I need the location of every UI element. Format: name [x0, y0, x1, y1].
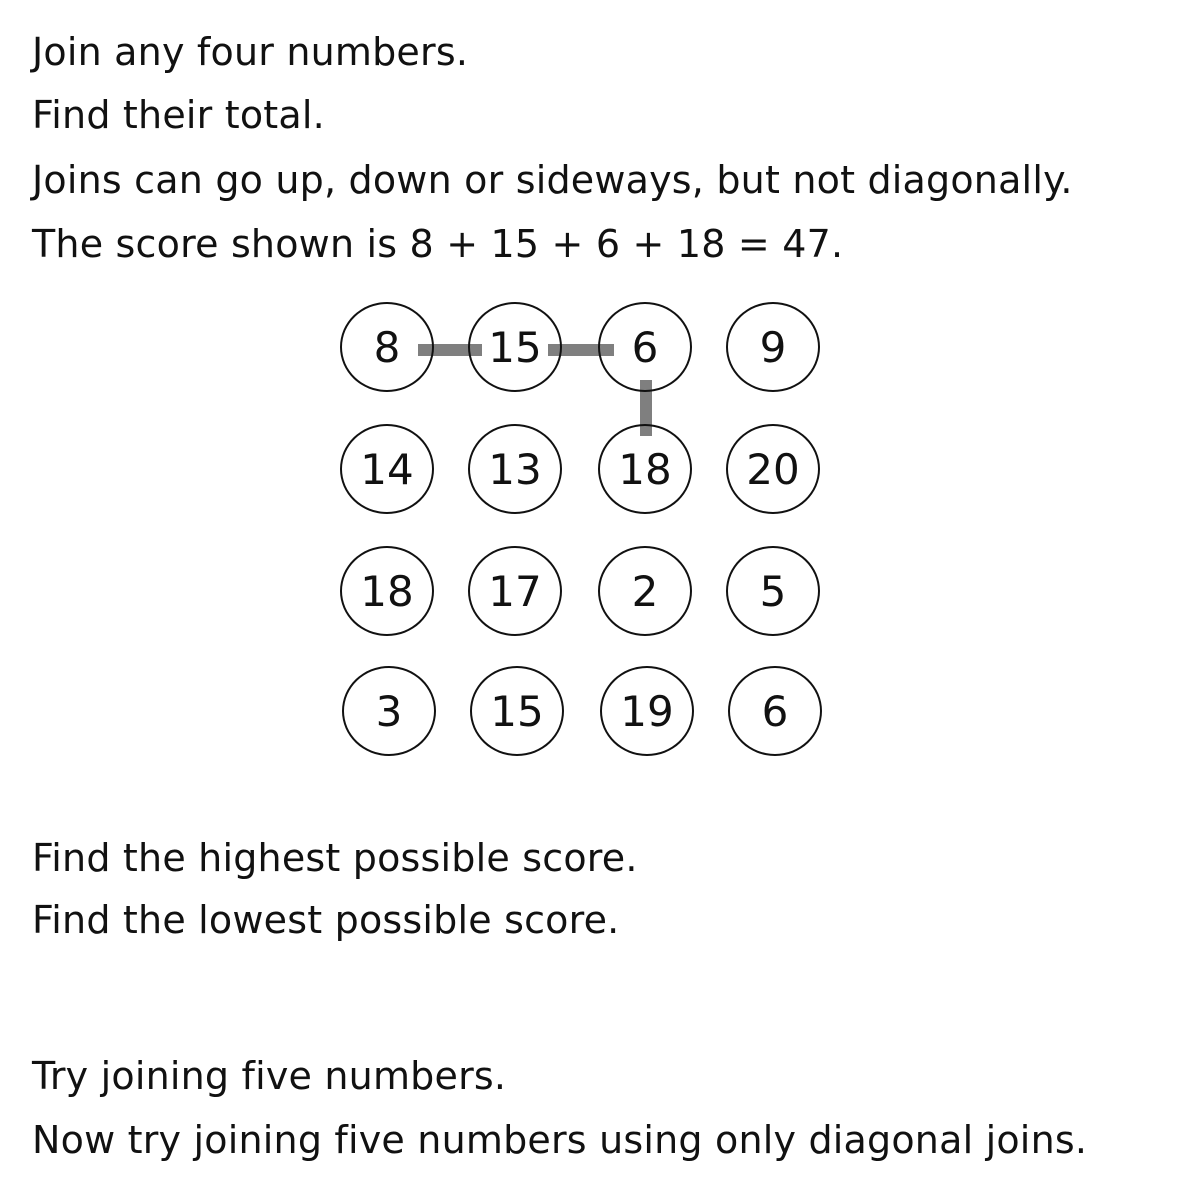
- grid-cell-r3c3[interactable]: 2: [598, 546, 692, 636]
- instruction-join: Join any four numbers.: [32, 30, 469, 74]
- grid-cell-r2c2[interactable]: 13: [468, 424, 562, 514]
- grid-cell-r1c1[interactable]: 8: [340, 302, 434, 392]
- task-five-numbers: Try joining five numbers.: [32, 1054, 507, 1098]
- task-highest: Find the highest possible score.: [32, 836, 638, 880]
- grid-cell-r3c4[interactable]: 5: [726, 546, 820, 636]
- grid-cell-r2c4[interactable]: 20: [726, 424, 820, 514]
- grid-cell-r1c4[interactable]: 9: [726, 302, 820, 392]
- grid-cell-r2c3[interactable]: 18: [598, 424, 692, 514]
- instruction-rules: Joins can go up, down or sideways, but not diagonally.: [32, 158, 1073, 202]
- grid-cell-r2c1[interactable]: 14: [340, 424, 434, 514]
- instruction-example: The score shown is 8 + 15 + 6 + 18 = 47.: [32, 222, 844, 266]
- number-grid: [330, 292, 840, 772]
- grid-cell-r3c1[interactable]: 18: [340, 546, 434, 636]
- grid-cell-r4c2[interactable]: 15: [470, 666, 564, 756]
- grid-cell-r1c2[interactable]: 15: [468, 302, 562, 392]
- grid-cell-r4c1[interactable]: 3: [342, 666, 436, 756]
- instruction-total: Find their total.: [32, 93, 325, 137]
- grid-cell-r3c2[interactable]: 17: [468, 546, 562, 636]
- grid-cell-r4c4[interactable]: 6: [728, 666, 822, 756]
- grid-cell-r4c3[interactable]: 19: [600, 666, 694, 756]
- grid-cell-r1c3[interactable]: 6: [598, 302, 692, 392]
- task-lowest: Find the lowest possible score.: [32, 898, 620, 942]
- task-diagonal: Now try joining five numbers using only diagonal joins.: [32, 1118, 1088, 1162]
